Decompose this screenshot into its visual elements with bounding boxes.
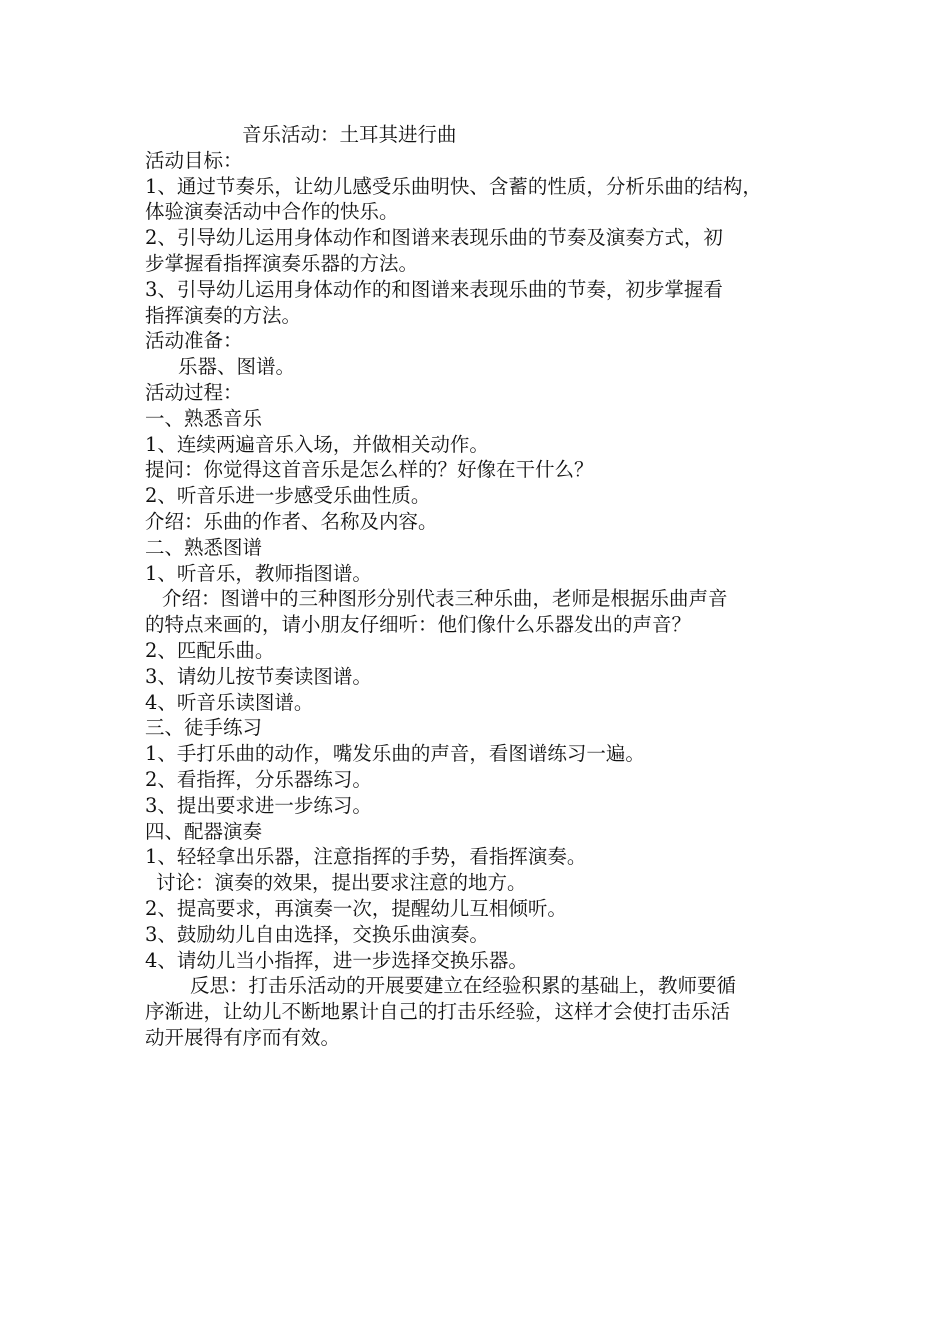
paragraph-line: 3、请幼儿按节奏读图谱。 bbox=[145, 664, 372, 688]
paragraph-line: 1、听音乐，教师指图谱。 bbox=[145, 561, 372, 585]
paragraph-line: 介绍：图谱中的三种图形分别代表三种乐曲，老师是根据乐曲声音 bbox=[162, 587, 728, 611]
paragraph-line: 3、提出要求进一步练习。 bbox=[145, 793, 372, 817]
paragraph-line: 介绍：乐曲的作者、名称及内容。 bbox=[145, 509, 438, 533]
paragraph-line: 2、听音乐进一步感受乐曲性质。 bbox=[145, 484, 431, 508]
paragraph-line: 的特点来画的，请小朋友仔细听：他们像什么乐器发出的声音？ bbox=[145, 613, 692, 637]
section-heading-process: 活动过程： bbox=[145, 380, 243, 404]
paragraph-line: 1、轻轻拿出乐器，注意指挥的手势，看指挥演奏。 bbox=[145, 845, 587, 869]
paragraph-line: 讨论：演奏的效果，提出要求注意的地方。 bbox=[156, 871, 527, 895]
paragraph-line: 2、提高要求，再演奏一次，提醒幼儿互相倾听。 bbox=[145, 896, 567, 920]
paragraph-line: 步掌握看指挥演奏乐器的方法。 bbox=[145, 251, 419, 275]
paragraph-line: 指挥演奏的方法。 bbox=[145, 303, 302, 327]
paragraph-line: 提问：你觉得这首音乐是怎么样的？好像在干什么？ bbox=[145, 458, 594, 482]
reflection-line: 动开展得有序而有效。 bbox=[145, 1025, 341, 1049]
section-heading-preparation: 活动准备： bbox=[145, 329, 243, 353]
paragraph-line: 4、听音乐读图谱。 bbox=[145, 690, 314, 714]
paragraph-line: 体验演奏活动中合作的快乐。 bbox=[145, 200, 399, 224]
paragraph-line: 1、手打乐曲的动作，嘴发乐曲的声音，看图谱练习一遍。 bbox=[145, 742, 645, 766]
paragraph-line: 1、连续两遍音乐入场，并做相关动作。 bbox=[145, 432, 489, 456]
reflection-line: 序渐进，让幼儿不断地累计自己的打击乐经验，这样才会使打击乐活 bbox=[145, 1000, 731, 1024]
section-heading-goals: 活动目标： bbox=[145, 148, 243, 172]
paragraph-line: 2、引导幼儿运用身体动作和图谱来表现乐曲的节奏及演奏方式，初 bbox=[145, 226, 723, 250]
paragraph-line: 4、请幼儿当小指挥，进一步选择交换乐器。 bbox=[145, 948, 528, 972]
page-title: 音乐活动：土耳其进行曲 bbox=[242, 123, 457, 146]
paragraph-line: 2、看指挥，分乐器练习。 bbox=[145, 767, 372, 791]
subsection-heading: 三、徒手练习 bbox=[145, 716, 263, 740]
subsection-heading: 二、熟悉图谱 bbox=[145, 535, 263, 559]
subsection-heading: 一、熟悉音乐 bbox=[145, 406, 263, 430]
paragraph-line: 3、引导幼儿运用身体动作的和图谱来表现乐曲的节奏，初步掌握看 bbox=[145, 277, 723, 301]
document-body bbox=[145, 122, 810, 1051]
reflection-line: 反思：打击乐活动的开展要建立在经验积累的基础上，教师要循 bbox=[190, 974, 737, 998]
paragraph-line: 1、通过节奏乐，让幼儿感受乐曲明快、含蓄的性质，分析乐曲的结构， bbox=[145, 174, 762, 198]
subsection-heading: 四、配器演奏 bbox=[145, 819, 263, 843]
paragraph-line: 乐器、图谱。 bbox=[178, 355, 296, 379]
paragraph-line: 3、鼓励幼儿自由选择，交换乐曲演奏。 bbox=[145, 922, 489, 946]
paragraph-line: 2、匹配乐曲。 bbox=[145, 638, 275, 662]
